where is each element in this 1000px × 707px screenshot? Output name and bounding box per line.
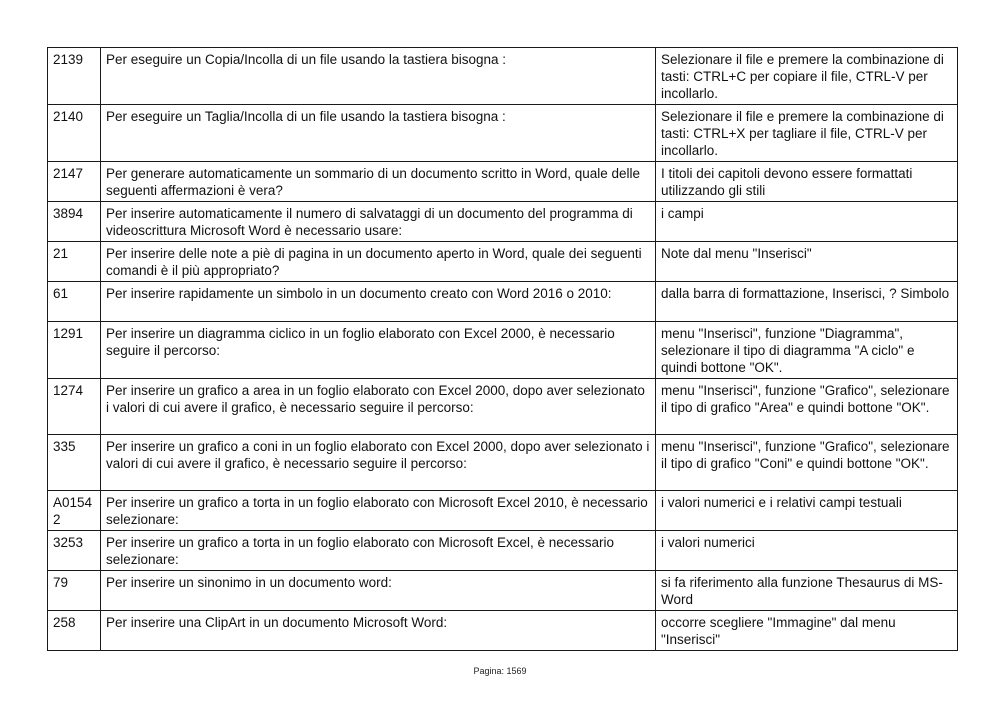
table-row <box>48 48 958 105</box>
question-id: 21 <box>48 242 101 282</box>
question-text: Per inserire un grafico a torta in un foglio elaborato con Microsoft Excel, è necessario selezionare: <box>101 531 656 571</box>
question-text: Per inserire un sinonimo in un documento word: <box>101 571 656 611</box>
table-row <box>48 531 958 571</box>
questions-table <box>47 47 958 651</box>
question-text: Per generare automaticamente un sommario di un documento scritto in Word, quale delle seguenti affermazioni è vera? <box>101 162 656 202</box>
question-text: Per eseguire un Copia/Incolla di un file usando la tastiera bisogna : <box>101 48 656 105</box>
question-id: 2140 <box>48 105 101 162</box>
answer-text: i campi <box>656 202 958 242</box>
question-id: 79 <box>48 571 101 611</box>
table-row <box>48 322 958 379</box>
table-row <box>48 105 958 162</box>
question-text: Per inserire delle note a piè di pagina in un documento aperto in Word, quale dei seguenti comandi è il più appropriato? <box>101 242 656 282</box>
question-id: 1274 <box>48 379 101 435</box>
question-id: 3253 <box>48 531 101 571</box>
table-row <box>48 202 958 242</box>
table-row <box>48 491 958 531</box>
answer-text: si fa riferimento alla funzione Thesaurus di MS-Word <box>656 571 958 611</box>
answer-text: Selezionare il file e premere la combinazione di tasti: CTRL+X per tagliare il file, CTRL-V per incollarlo. <box>656 105 958 162</box>
question-id: 3894 <box>48 202 101 242</box>
question-text: Per inserire un grafico a area in un foglio elaborato con Excel 2000, dopo aver selezionato i valori di cui avere il grafico, è necessario seguire il percorso: <box>101 379 656 435</box>
question-text: Per inserire un grafico a torta in un foglio elaborato con Microsoft Excel 2010, è necessario selezionare: <box>101 491 656 531</box>
answer-text: menu "Inserisci", funzione "Diagramma", selezionare il tipo di diagramma "A ciclo" e quindi bottone "OK". <box>656 322 958 379</box>
page-number: Pagina: 1569 <box>473 666 527 676</box>
table-row <box>48 379 958 435</box>
question-id: A01542 <box>48 491 101 531</box>
question-id: 2147 <box>48 162 101 202</box>
answer-text: i valori numerici e i relativi campi testuali <box>656 491 958 531</box>
question-text: Per inserire rapidamente un simbolo in un documento creato con Word 2016 o 2010: <box>101 282 656 322</box>
question-text: Per inserire una ClipArt in un documento Microsoft Word: <box>101 611 656 651</box>
answer-text: Selezionare il file e premere la combinazione di tasti: CTRL+C per copiare il file, CTRL-V per incollarlo. <box>656 48 958 105</box>
table-row <box>48 162 958 202</box>
question-text: Per inserire un grafico a coni in un foglio elaborato con Excel 2000, dopo aver selezionato i valori di cui avere il grafico, è necessario seguire il percorso: <box>101 435 656 491</box>
table-row <box>48 242 958 282</box>
answer-text: menu "Inserisci", funzione "Grafico", selezionare il tipo di grafico "Area" e quindi bottone "OK". <box>656 379 958 435</box>
question-id: 2139 <box>48 48 101 105</box>
question-id: 335 <box>48 435 101 491</box>
answer-text: dalla barra di formattazione, Inserisci, ? Simbolo <box>656 282 958 322</box>
table-row <box>48 571 958 611</box>
table-row <box>48 282 958 322</box>
question-id: 61 <box>48 282 101 322</box>
question-text: Per eseguire un Taglia/Incolla di un file usando la tastiera bisogna : <box>101 105 656 162</box>
table-row <box>48 611 958 651</box>
answer-text: I titoli dei capitoli devono essere formattati utilizzando gli stili <box>656 162 958 202</box>
question-text: Per inserire automaticamente il numero di salvataggi di un documento del programma di videoscrittura Microsoft Word è necessario usare: <box>101 202 656 242</box>
question-text: Per inserire un diagramma ciclico in un foglio elaborato con Excel 2000, è necessario seguire il percorso: <box>101 322 656 379</box>
question-id: 258 <box>48 611 101 651</box>
answer-text: Note dal menu "Inserisci" <box>656 242 958 282</box>
table-row <box>48 435 958 491</box>
answer-text: menu "Inserisci", funzione "Grafico", selezionare il tipo di grafico "Coni" e quindi bottone "OK". <box>656 435 958 491</box>
question-id: 1291 <box>48 322 101 379</box>
answer-text: occorre scegliere "Immagine" dal menu "Inserisci" <box>656 611 958 651</box>
answer-text: i valori numerici <box>656 531 958 571</box>
